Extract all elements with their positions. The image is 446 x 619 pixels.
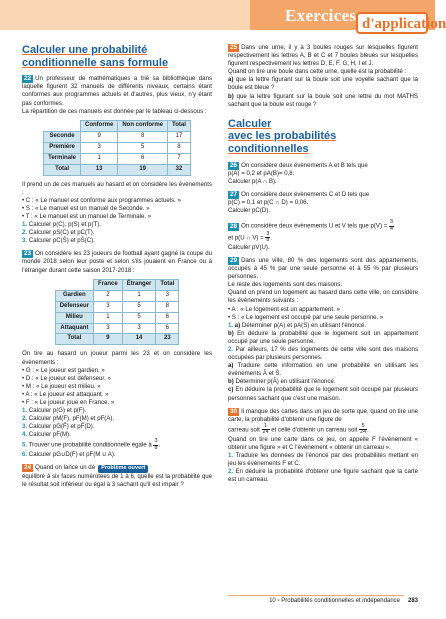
header-title: Exercices: [285, 6, 357, 25]
table-row: Première 3 5 8: [44, 142, 191, 153]
left-column: [22, 44, 212, 494]
exercise-22: 22 Un professeur de mathématiques a trié sa bibliothèque dans laquelle figurent 32 manuels de différents niveaux, certains étant conformes aux programmes actuels et d'autres, plus vieux, n'y étant pas conformes. La répartition de ces manuels est donnée par le tableau ci-dessous : Conforme Non conforme Total Seconde 9 8 17 Première 3 5 8 Terminale 1 6 7 Total 13 19 32 Il prend un de ces manuels au hasard et on considère les évènements : • C : « Le manuel est conforme aux programmes actuels. » • S : « Le manuel est un manuel de Seconde. » • T : « Le manuel est un manuel de Terminale. » 1. Calculer p(C), p(S) et p(T). 2. Calculer pS(C) et pC(T). 3. Calculer pC(S̄) et pS̄(C).: [22, 75, 212, 245]
list-item: • M : « Le joueur est milieu. »: [22, 382, 101, 390]
list-item: • A : « Le logement est un appartement. »: [228, 305, 340, 313]
manuals-table: Conforme Non conforme Total Seconde 9 8 17 Première 3 5 8 Terminale 1 6 7 Total 13 19 32: [43, 120, 191, 176]
exercise-29: 29 Dans une ville, 80 % des logements sont des appartements, occupés à 45 % par une seule personne et à 55 % par plusieurs personnes. Le reste des logements sont des maisons. Quand on prend un logement au hasard dans cette ville, on considère les évènements suivants : • A : « Le logement est un appartement. » • S : « Le logement est occupé par une seule personne. » 1. a) Déterminer p(A) et pA(S) en utilisant l'énoncé. b) En déduire la probabilité que le logement soit un appartement occupé par une seule personne. 2. Par ailleurs, 17 % des logements de cette ville sont des maisons occupées par plusieurs personnes. a) Traduire cette information en une probabilité en utilisant les évènements Ā et S̄. b) Déterminer p(Ā) en utilisant l'énoncé. c) En déduire la probabilité que le logement soit occupé par plusieurs personnes sachant que c'est une maison.: [228, 256, 418, 402]
header-left-band: [0, 0, 250, 30]
table-row: Défenseur 3 5 8: [55, 301, 179, 312]
page-number: 283: [407, 598, 418, 604]
section-title-left: Calculer une probabilité conditionnelle sans formule: [22, 44, 169, 69]
table-row: Terminale 1 6 7: [44, 153, 191, 164]
exercise-number: 30: [230, 407, 238, 415]
fraction: $\frac{3}{4}$: [389, 219, 393, 232]
exercise-30: 30 Il manque des cartes dans un jeu de sorte que, quand on tire une carte, la probabilité d'obtenir une figure de carreau soit $\frac{1}{24}$ et celle d'obtenir un carreau soit $\frac{5}{24}$ . Quand on tire une carte dans ce jeu, on appelle F l'évènement « obtenir une figure » et C l'évènement « obtenir un carreau ». 1. Traduire les données de l'énoncé par des probabilités mettant en jeu les évènements F et C. 2. En déduire la probabilité d'obtenir une figure sachant que la carte est un carreau.: [228, 407, 418, 484]
fraction: $\frac{3}{8}$: [154, 438, 158, 451]
list-item: • S : « Le manuel est un manuel de Seconde. »: [22, 204, 150, 212]
exercise-23: 23 On considère les 23 joueurs de football ayant gagné la coupe du monde 2018 selon leur poste et selon s'ils jouaient en France ou à l'étranger durant cette saison 2017-2018 : France Étranger Total Gardien 2 1 3 Défenseur 3 5 8 Milieu 1 5 6 Attaquant 3 3 6 Total 9 14 23 On tire au hasard un joueur parmi les 23 et on considère les évènements : • G : « Le joueur est gardien. » • D : « Le joueur est défenseur. » • M : « Le joueur est milieu. » • A : « Le joueur est attaquant. » • F : « Le joueur joue en France. » 1. Calculer p(G) et p(F). 2. Calculer pM(F), pF(M) et pF(A). 3. Calculer pG(F̄) et pF̄(D). 4. Calculer pF(M). 5. Trouver une probabilité conditionnelle égale à $\frac{3}{8}$ . 6. Calculer pG∪D(F) et pF(M ∪ A).: [22, 250, 212, 459]
exercise-number: 27: [230, 190, 238, 198]
exercise-26: 26 On considère deux évènements A et B tels que p(A) = 0,2 et pA(B)= 0,8. Calculer p(A ∩ B).: [228, 161, 368, 185]
table-row: Attaquant 3 3 6: [55, 323, 179, 334]
header-subtitle-box: [356, 12, 446, 34]
footer-chapter: 10 • Probabilités conditionnelles et indépendance: [269, 598, 400, 604]
exercise-number: 29: [230, 256, 238, 264]
table-row: Seconde 9 8 17: [44, 131, 191, 142]
header-subtitle: d'application: [362, 16, 446, 32]
fraction: $\frac{5}{24}$: [360, 422, 367, 436]
page-header: [0, 0, 446, 36]
list-item: • S : « Le logement est occupé par une seule personne. »: [228, 313, 384, 321]
list-item: • C : « Le manuel est conforme aux programmes actuels. »: [22, 196, 181, 204]
fraction: $\frac{1}{24}$: [262, 422, 269, 436]
exercise-number: 25: [230, 44, 238, 51]
exercise-number: 28: [230, 222, 238, 230]
exercise-number: 24: [24, 464, 32, 472]
footer-rule: [228, 595, 404, 596]
list-item: • D : « Le joueur est défenseur. »: [22, 374, 111, 382]
exercise-25: 25 Dans une urne, il y a 3 boules rouges sur lesquelles figurent respectivement les lettres A, B et C et 7 boules bleues sur lesquelles figurent respectivement les lettres D, E, F, G, H, I et J. Quand on tire une boule dans cette urne, quelle est la probabilité : a) que la lettre figurant sur la boule soit une voyelle sachant que la boule est bleue ? b) que la lettre figurant sur la boule soit une lettre du mot MATHS sachant que la boule est rouge ?: [228, 44, 418, 108]
section-title-right: Calculer avec les probabilités conditionnelles: [228, 117, 337, 156]
exercise-number: 22: [24, 75, 32, 83]
fraction: $\frac{3}{8}$: [266, 231, 270, 244]
list-item: • G : « Le joueur est gardien. »: [22, 366, 105, 374]
exercise-number: 26: [230, 161, 238, 169]
table-row: Milieu 1 5 6: [55, 312, 179, 323]
exercise-27: 27 On considère deux évènements C et D tels que p(C) = 0,1 et p(C ∩ D) = 0,06. Calculer pC(D).: [228, 190, 370, 215]
right-column: [228, 44, 418, 489]
table-row: Gardien 2 1 3: [55, 290, 179, 301]
list-item: • A : « Le joueur est attaquant. »: [22, 390, 109, 398]
list-item: • T : « Le manuel est un manuel de Terminale. »: [22, 212, 152, 220]
open-problem-badge: Problème ouvert: [98, 465, 148, 472]
exercise-number: 23: [24, 250, 32, 258]
table-row: Total 9 14 23: [55, 334, 179, 345]
exercise-24: 24 Quand on lance un dé Problème ouvert équilibré à six faces numérotées de 1 à 6, quelle est la probabilité que le résultat soit inférieur ou égal à 3 sachant qu'il est impair ?: [22, 464, 212, 488]
list-item: • F : « Le joueur joue en France. »: [22, 399, 115, 406]
table-row: Total 13 19 32: [44, 164, 191, 175]
players-table: France Étranger Total Gardien 2 1 3 Défenseur 3 5 8 Milieu 1 5 6 Attaquant 3 3 6 Total 9 14 23: [55, 279, 180, 346]
exercise-28: 28 On considère deux évènements U et V tels que p(V) = $\frac{3}{4}$ et p(U ∩ V) = $\frac{3}{8}$ . Calculer pV(U).: [228, 219, 393, 251]
